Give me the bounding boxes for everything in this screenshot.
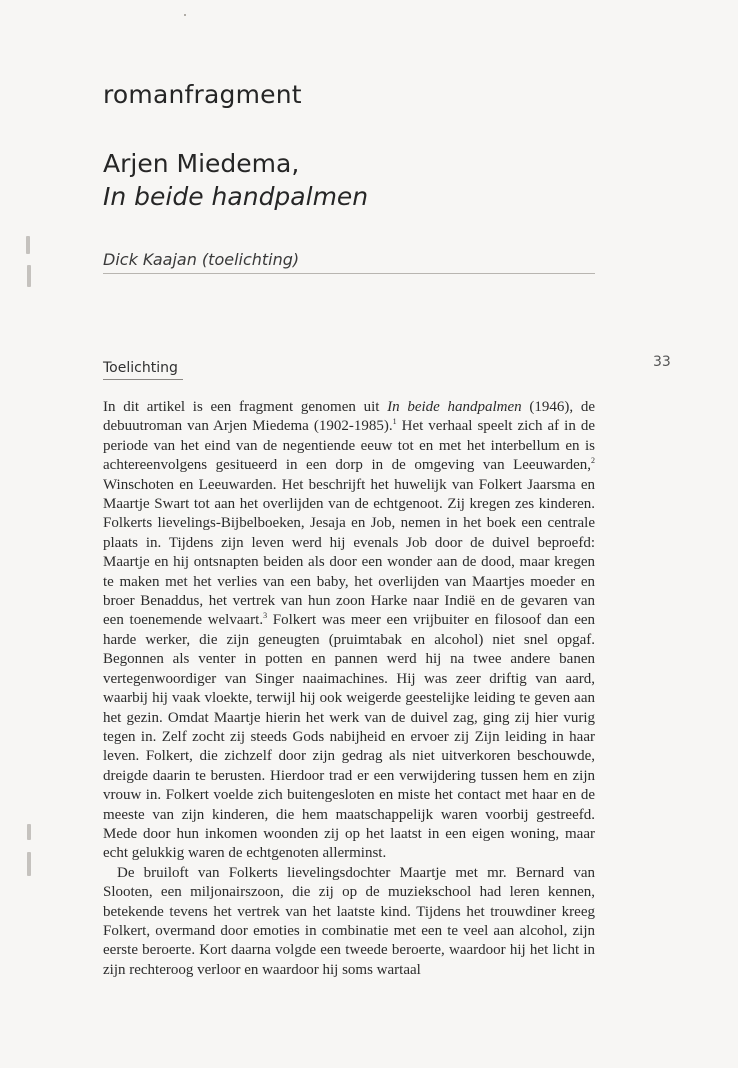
margin-mark <box>27 852 31 876</box>
book-title-italic: In beide handpalmen <box>387 399 522 415</box>
scan-mark <box>184 14 186 16</box>
footnote-marker: 3 <box>263 611 268 621</box>
margin-mark <box>27 824 31 840</box>
author-name: Arjen Miedema, <box>103 149 300 178</box>
work-title: In beide handpalmen <box>103 182 369 211</box>
footnote-marker: 2 <box>591 456 595 466</box>
paragraph <box>103 398 595 864</box>
page-number: 33 <box>653 354 671 370</box>
article-title <box>103 147 368 213</box>
contributor-line: Dick Kaajan (toelichting) <box>103 250 595 274</box>
text-run: Folkert was meer een vrijbuiter en filosoof dan een harde werker, die zijn geneugten (pruimtabak en alcohol) niet snel opgaf. Begonnen als venter in potten en pannen werd hij na twee andere banen vertegenwoordiger van Singer naaimachines. Hij was zeer driftig van aard, waarbij hij vaak vloekte, terwijl hij ook weigerde geestelijke leiding te geven aan het gezin. Omdat Maartje hierin het werk van de duivel zag, ging zij hier vurig tegen in. Zelf zocht zij steeds Gods nabijheid en ervoer zij Zijn leiding in haar leven. Folkert, die zichzelf door zijn gedrag als niet uitverkoren beschouwde, dreigde daarin te berusten. Hierdoor trad er een verwijdering tussen hem en zijn vrouw in. Folkert voelde zich buitengesloten en miste het contact met haar en de meeste van zijn kinderen, die hem maatschappelijk waren voorbij gestreefd. Mede door hun inkomen woonden zij op het laatst in een eigen woning, maar echt gelukkig waren de echtgenoten allerminst. <box>103 612 596 862</box>
margin-mark <box>27 265 31 287</box>
text-run: (1946), de debuutroman van Arjen Miedema (1902-1985). <box>103 399 595 435</box>
section-tag: romanfragment <box>103 80 302 109</box>
text-run: Winschoten en Leeuwarden. Het beschrijft het huwelijk van Folkert Jaarsma en Maartje Swart tot aan het overlijden van de echtgenoot. Zij kregen zes kinderen. Folkerts lievelings-Bijbelboeken, Jesaja en Job, nemen in het boek een centrale plaats in. Tijdens zijn leven werd hij evenals Job door de duivel beproefd: Maartje en hij ontsnapten beiden als door een wonder aan de dood, maar kregen te maken met het verlies van een baby, het overlijden van Maartjes moeder en broer Benaddus, het vertrek van hun zoon Harke naar Indië en de gevaren van een toenemende welvaart. <box>103 476 595 629</box>
paragraph: De bruiloft van Folkerts lievelingsdochter Maartje met mr. Bernard van Slooten, een miljonairszoon, die zij op de muziekschool had leren kennen, betekende tevens het vertrek van het laatste kind. Tijdens het trouwdiner kreeg Folkert, overmand door emoties in combinatie met een te veel aan alcohol, zijn eerste beroerte. Kort daarna volgde een tweede beroerte, waardoor hij het licht in zijn rechteroog verloor en waardoor hij soms wartaal <box>103 864 595 978</box>
text-run: In dit artikel is een fragment genomen uit <box>103 399 388 415</box>
margin-mark <box>26 236 30 254</box>
footnote-marker: 1 <box>392 417 397 427</box>
body-text <box>103 398 595 980</box>
text-run: Het verhaal speelt zich af in de periode van het eind van de negentiende eeuw tot en met het interbellum en is achtereenvolgens gesitueerd in een dorp in de omgeving van Leeuwarden, <box>103 418 596 474</box>
section-heading: Toelichting <box>103 360 183 380</box>
